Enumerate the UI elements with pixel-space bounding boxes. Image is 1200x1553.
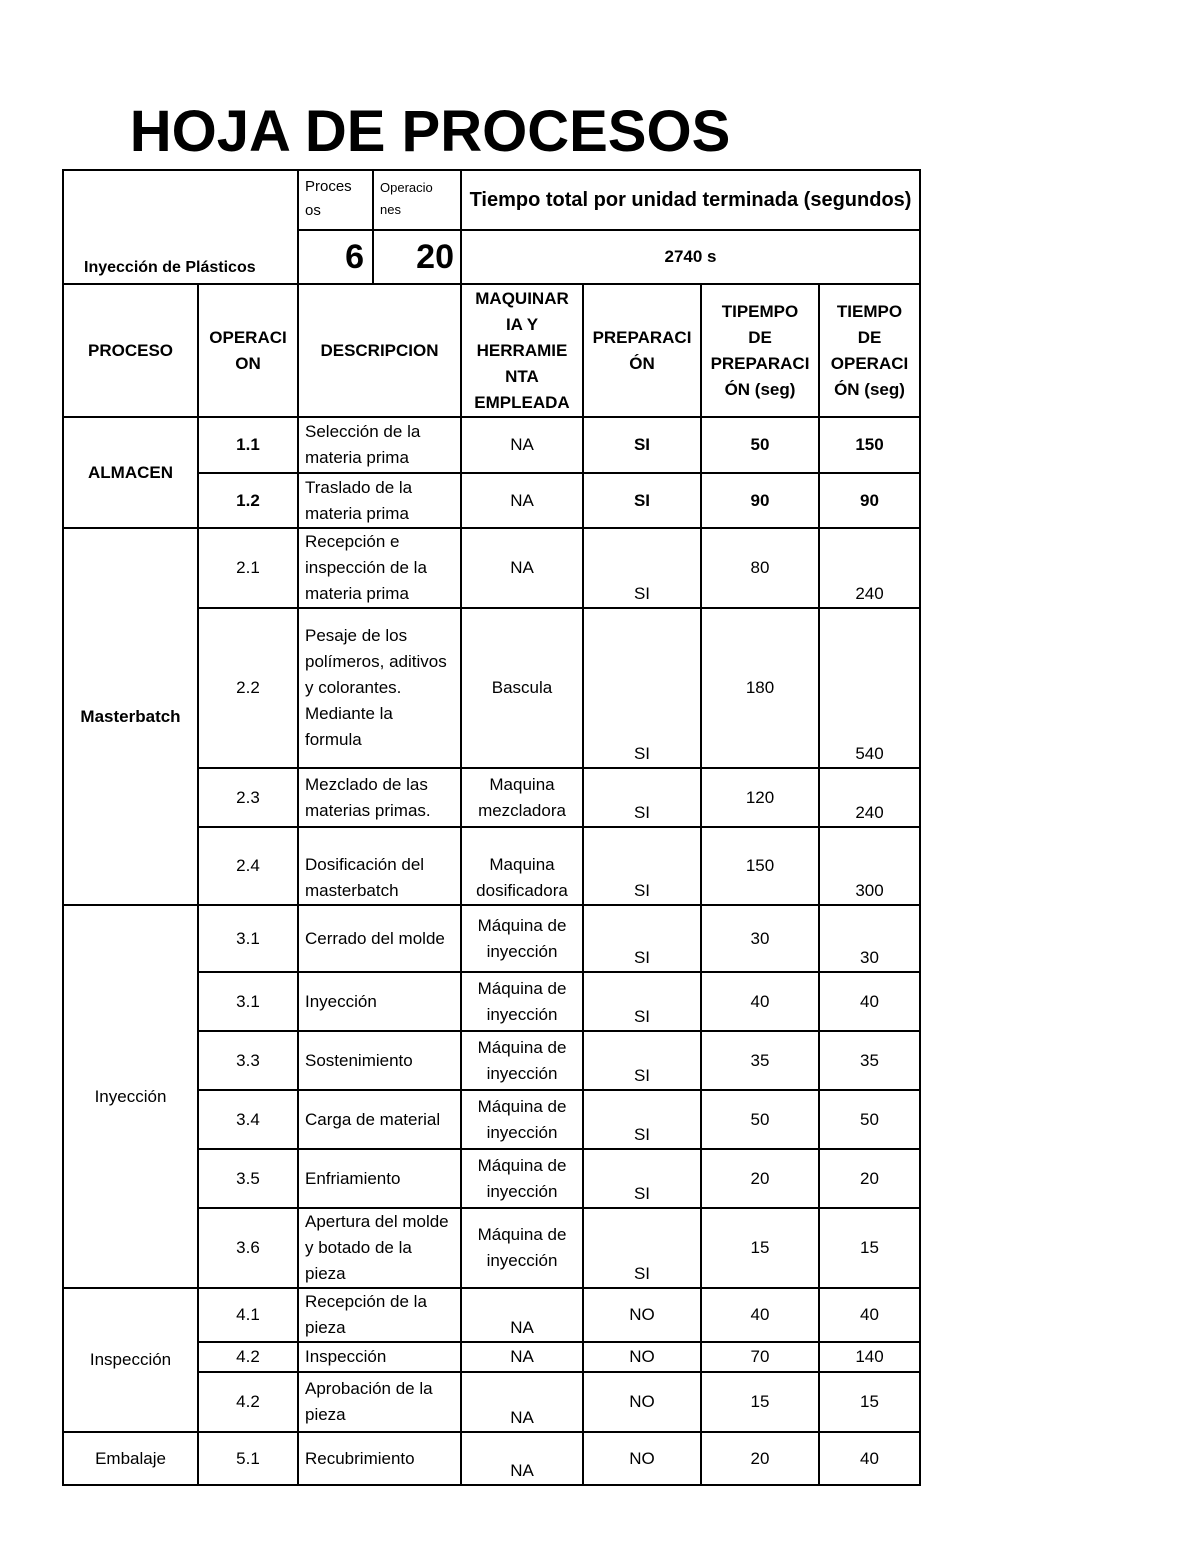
summary-tiempo-label: Tiempo total por unidad terminada (segundos) bbox=[461, 170, 920, 230]
row-prep: NO bbox=[583, 1288, 701, 1342]
row-maq: Maquina dosificadora bbox=[461, 827, 583, 905]
row-maq: Máquina de inyección bbox=[461, 1090, 583, 1149]
row-desc: Cerrado del molde bbox=[298, 905, 461, 972]
row-desc: Mezclado de las materias primas. bbox=[298, 768, 461, 827]
group-embalaje: Embalaje bbox=[63, 1432, 198, 1485]
row-tprep: 35 bbox=[701, 1031, 819, 1090]
row-prep: SI bbox=[583, 473, 701, 528]
summary-procesos-label: Proces os bbox=[299, 171, 374, 229]
row-top: 15 bbox=[819, 1372, 920, 1432]
row-op: 2.4 bbox=[198, 827, 298, 905]
summary-operaciones-value: 20 bbox=[416, 238, 454, 276]
row-top: 540 bbox=[819, 608, 920, 768]
row-top: 30 bbox=[819, 905, 920, 972]
row-top: 20 bbox=[819, 1149, 920, 1208]
row-tprep: 15 bbox=[701, 1208, 819, 1288]
row-op: 3.3 bbox=[198, 1031, 298, 1090]
row-prep: SI bbox=[583, 417, 701, 473]
row-top: 300 bbox=[819, 827, 920, 905]
group-masterbatch: Masterbatch bbox=[63, 528, 198, 905]
row-prep: SI bbox=[583, 608, 701, 768]
page-title: HOJA DE PROCESOS bbox=[129, 99, 731, 164]
row-desc: Dosificación del masterbatch bbox=[298, 827, 461, 905]
row-op: 2.2 bbox=[198, 608, 298, 768]
row-prep: NO bbox=[583, 1432, 701, 1485]
table-row bbox=[63, 528, 920, 608]
summary-tiempo-value: 2740 s bbox=[461, 230, 920, 284]
row-op: 1.2 bbox=[198, 473, 298, 528]
row-maq: NA bbox=[461, 1342, 583, 1372]
summary-procesos-value: 6 bbox=[299, 231, 374, 283]
row-op: 2.1 bbox=[198, 528, 298, 608]
row-desc: Sostenimiento bbox=[298, 1031, 461, 1090]
table-row bbox=[63, 417, 920, 473]
row-top: 240 bbox=[819, 768, 920, 827]
row-top: 40 bbox=[819, 972, 920, 1031]
header-proceso: PROCESO bbox=[63, 284, 198, 417]
row-op: 1.1 bbox=[198, 417, 298, 473]
row-op: 4.1 bbox=[198, 1288, 298, 1342]
group-inyeccion: Inyección bbox=[63, 905, 198, 1288]
row-maq: Máquina de inyección bbox=[461, 1208, 583, 1288]
row-maq: NA bbox=[461, 1288, 583, 1342]
row-maq: NA bbox=[461, 1372, 583, 1432]
row-desc: Enfriamiento bbox=[298, 1149, 461, 1208]
process-sheet-table bbox=[62, 169, 921, 1486]
row-prep: SI bbox=[583, 1149, 701, 1208]
row-maq: Máquina de inyección bbox=[461, 1149, 583, 1208]
row-maq: Máquina de inyección bbox=[461, 1031, 583, 1090]
row-tprep: 20 bbox=[701, 1149, 819, 1208]
row-tprep: 70 bbox=[701, 1342, 819, 1372]
row-prep: SI bbox=[583, 1031, 701, 1090]
group-almacen: ALMACEN bbox=[63, 417, 198, 528]
row-tprep: 40 bbox=[701, 1288, 819, 1342]
row-top: 40 bbox=[819, 1288, 920, 1342]
row-op: 5.1 bbox=[198, 1432, 298, 1485]
row-tprep: 90 bbox=[701, 473, 819, 528]
header-tiempo-operacion: TIEMPO DE OPERACI ÓN (seg) bbox=[819, 284, 920, 417]
row-desc: Inyección bbox=[298, 972, 461, 1031]
row-tprep: 40 bbox=[701, 972, 819, 1031]
row-op: 3.1 bbox=[198, 905, 298, 972]
row-tprep: 50 bbox=[701, 417, 819, 473]
row-maq: NA bbox=[461, 473, 583, 528]
row-prep: SI bbox=[583, 827, 701, 905]
row-desc: Inspección bbox=[298, 1342, 461, 1372]
row-prep: SI bbox=[583, 972, 701, 1031]
row-op: 3.1 bbox=[198, 972, 298, 1031]
table-row bbox=[63, 1288, 920, 1342]
row-prep: SI bbox=[583, 768, 701, 827]
row-top: 90 bbox=[819, 473, 920, 528]
row-tprep: 120 bbox=[701, 768, 819, 827]
summary-process-name: Inyección de Plásticos bbox=[63, 170, 298, 284]
row-prep: SI bbox=[583, 528, 701, 608]
row-desc: Carga de material bbox=[298, 1090, 461, 1149]
row-desc: Selección de la materia prima bbox=[298, 417, 461, 473]
row-top: 15 bbox=[819, 1208, 920, 1288]
row-tprep: 50 bbox=[701, 1090, 819, 1149]
row-tprep: 150 bbox=[701, 827, 819, 905]
row-maq: NA bbox=[461, 417, 583, 473]
row-desc: Aprobación de la pieza bbox=[298, 1372, 461, 1432]
row-desc: Recepción de la pieza bbox=[298, 1288, 461, 1342]
table-row bbox=[63, 1432, 920, 1485]
row-op: 4.2 bbox=[198, 1342, 298, 1372]
row-op: 3.5 bbox=[198, 1149, 298, 1208]
header-descripcion: DESCRIPCION bbox=[298, 284, 461, 417]
row-top: 240 bbox=[819, 528, 920, 608]
row-tprep: 15 bbox=[701, 1372, 819, 1432]
header-preparacion: PREPARACI ÓN bbox=[583, 284, 701, 417]
row-top: 50 bbox=[819, 1090, 920, 1149]
row-maq: Máquina de inyección bbox=[461, 905, 583, 972]
row-tprep: 20 bbox=[701, 1432, 819, 1485]
table-row bbox=[63, 905, 920, 972]
row-desc: Apertura del molde y botado de la pieza bbox=[298, 1208, 461, 1288]
row-op: 4.2 bbox=[198, 1372, 298, 1432]
row-maq: Máquina de inyección bbox=[461, 972, 583, 1031]
row-prep: NO bbox=[583, 1372, 701, 1432]
group-inspeccion: Inspección bbox=[63, 1288, 198, 1432]
row-op: 3.4 bbox=[198, 1090, 298, 1149]
row-op: 2.3 bbox=[198, 768, 298, 827]
row-top: 40 bbox=[819, 1432, 920, 1485]
row-maq: NA bbox=[461, 528, 583, 608]
row-desc: Recepción e inspección de la materia prima bbox=[298, 528, 461, 608]
row-desc: Traslado de la materia prima bbox=[298, 473, 461, 528]
row-top: 140 bbox=[819, 1342, 920, 1372]
row-prep: SI bbox=[583, 1208, 701, 1288]
row-maq: NA bbox=[461, 1432, 583, 1485]
header-tiempo-preparacion: TIPEMPO DE PREPARACI ÓN (seg) bbox=[701, 284, 819, 417]
row-prep: NO bbox=[583, 1342, 701, 1372]
summary-operaciones-label: Operacio nes bbox=[380, 180, 433, 217]
row-desc: Pesaje de los polímeros, aditivos y colorantes. Mediante la formula bbox=[298, 608, 461, 768]
row-top: 150 bbox=[819, 417, 920, 473]
row-prep: SI bbox=[583, 905, 701, 972]
row-top: 35 bbox=[819, 1031, 920, 1090]
header-maquinaria: MAQUINAR IA Y HERRAMIE NTA EMPLEADA bbox=[461, 284, 583, 417]
row-op: 3.6 bbox=[198, 1208, 298, 1288]
row-desc: Recubrimiento bbox=[298, 1432, 461, 1485]
row-prep: SI bbox=[583, 1090, 701, 1149]
row-tprep: 180 bbox=[701, 608, 819, 768]
header-operacion: OPERACI ON bbox=[198, 284, 298, 417]
row-tprep: 80 bbox=[701, 528, 819, 608]
row-maq: Bascula bbox=[461, 608, 583, 768]
row-maq: Maquina mezcladora bbox=[461, 768, 583, 827]
row-tprep: 30 bbox=[701, 905, 819, 972]
